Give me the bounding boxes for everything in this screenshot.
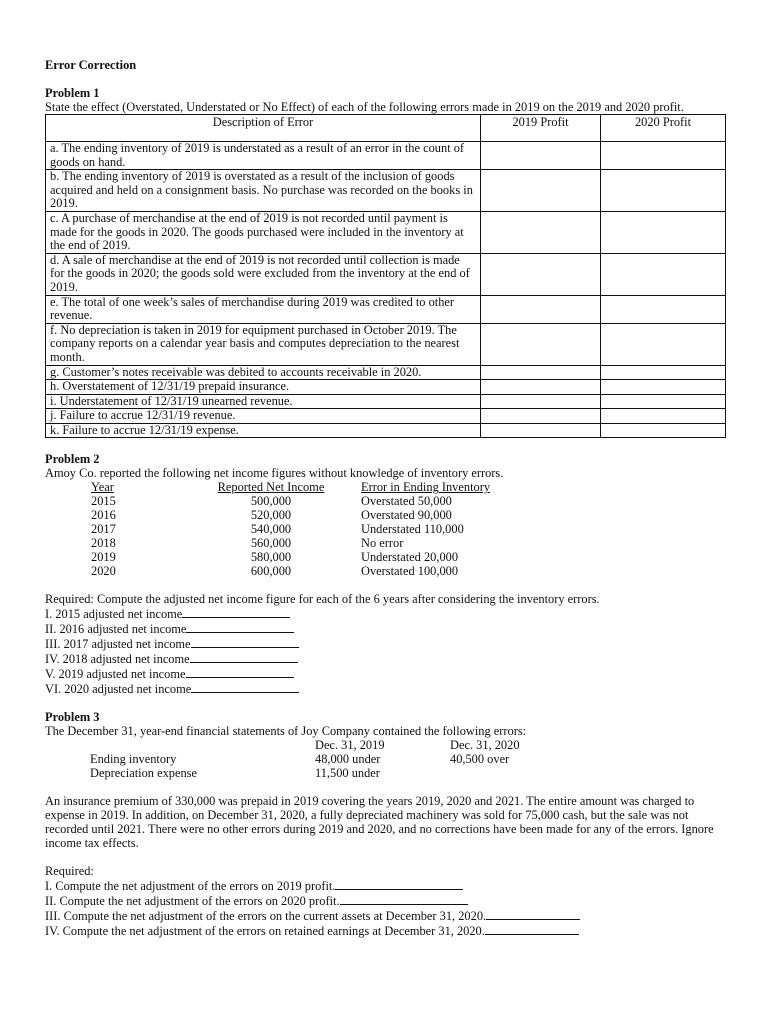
table-row	[46, 380, 726, 395]
problem3-required: Required:	[45, 864, 94, 879]
answer-cell-2019[interactable]	[481, 142, 601, 170]
answer-cell-2020[interactable]	[601, 170, 726, 212]
problem2-answer-item: II. 2016 adjusted net income	[45, 621, 725, 636]
error-cell: Overstated 50,000	[361, 494, 452, 509]
error-description: e. The total of one week’s sales of merchandise during 2019 was credited to other revenue.	[46, 295, 481, 323]
table-row	[46, 170, 726, 212]
problem2-answer-item: I. 2015 adjusted net income	[45, 606, 725, 621]
answer-cell-2019[interactable]	[481, 409, 601, 424]
answer-cell-2020[interactable]	[601, 423, 726, 438]
problem3-answer-item: III. Compute the net adjustment of the errors on the current assets at December 31, 2020.	[45, 908, 725, 923]
answer-cell-2019[interactable]	[481, 394, 601, 409]
table-row	[46, 142, 726, 170]
col-dec-2020: Dec. 31, 2020	[450, 738, 520, 753]
col-dec-2019: Dec. 31, 2019	[315, 738, 385, 753]
error-cell: Overstated 100,000	[361, 564, 459, 579]
answer-blank[interactable]	[182, 606, 290, 618]
table-row	[91, 508, 725, 522]
problem2-heading: Problem 2	[45, 452, 100, 467]
error-description: d. A sale of merchandise at the end of 2019 is not recorded until collection is made for the goods in 2020; the goods sold were excluded from the inventory at the end of 2019.	[46, 253, 481, 295]
answer-blank[interactable]	[186, 621, 294, 633]
answer-cell-2019[interactable]	[481, 423, 601, 438]
problem2-answer-item: V. 2019 adjusted net income	[45, 666, 725, 681]
table-row	[46, 394, 726, 409]
table-row	[91, 550, 725, 564]
answer-blank[interactable]	[191, 681, 299, 693]
error-description: b. The ending inventory of 2019 is overstated as a result of the inclusion of goods acquired and held on a consignment basis. No purchase was recorded on the books in 2019.	[46, 170, 481, 212]
value-2020: 40,500 over	[450, 752, 510, 767]
error-cell: Understated 20,000	[361, 550, 459, 565]
answer-blank[interactable]	[335, 878, 463, 890]
table-row	[91, 522, 725, 536]
income-cell: 560,000	[250, 536, 292, 551]
table-row	[46, 253, 726, 295]
worksheet-page	[45, 58, 725, 938]
answer-cell-2020[interactable]	[601, 211, 726, 253]
value-2019: 48,000 under	[315, 752, 381, 767]
answer-cell-2020[interactable]	[601, 380, 726, 395]
year-cell: 2017	[91, 522, 116, 537]
year-cell: 2016	[91, 508, 116, 523]
error-description: f. No depreciation is taken in 2019 for equipment purchased in October 2019. The company reports on a calendar year basis and computes depreciation to the nearest month.	[46, 323, 481, 365]
problem3-answer-item: I. Compute the net adjustment of the errors on 2019 profit.	[45, 878, 725, 893]
problem2-answer-item: VI. 2020 adjusted net income	[45, 681, 725, 696]
error-description: a. The ending inventory of 2019 is understated as a result of an error in the count of goods on hand.	[46, 142, 481, 170]
problem3-answer-item: II. Compute the net adjustment of the errors on 2020 profit.	[45, 893, 725, 908]
answer-cell-2020[interactable]	[601, 323, 726, 365]
error-table	[45, 114, 726, 438]
error-description: j. Failure to accrue 12/31/19 revenue.	[46, 409, 481, 424]
year-cell: 2018	[91, 536, 116, 551]
answer-blank[interactable]	[186, 666, 294, 678]
table-row	[45, 766, 725, 780]
error-table-header	[46, 115, 726, 142]
answer-blank[interactable]	[191, 636, 299, 648]
table-row	[91, 564, 725, 578]
value-2019: 11,500 under	[315, 766, 380, 781]
problem2-answer-item: IV. 2018 adjusted net income	[45, 651, 725, 666]
answer-cell-2020[interactable]	[601, 295, 726, 323]
year-cell: 2015	[91, 494, 116, 509]
income-cell: 580,000	[250, 550, 292, 565]
header-2020-profit: 2020 Profit	[601, 115, 726, 142]
value-2020	[405, 766, 600, 780]
answer-cell-2019[interactable]	[481, 365, 601, 380]
col-inventory-error: Error in Ending Inventory	[361, 480, 491, 495]
error-cell: No error	[361, 536, 404, 551]
answer-cell-2020[interactable]	[601, 394, 726, 409]
table-row	[46, 211, 726, 253]
error-label: Depreciation expense	[90, 766, 197, 781]
problem3-paragraph: An insurance premium of 330,000 was prepaid in 2019 covering the years 2019, 2020 and 2021. The entire amount was charged to expense in 2019. In addition, on December 31, 2020, a fully depreciated machinery was sold for 75,000 cash, but the sale was not recorded until 2021. There were no other errors during 2019 and 2020, and no corrections have been made for any of the errors. Ignore income tax effects.	[45, 794, 714, 851]
answer-cell-2020[interactable]	[601, 142, 726, 170]
error-cell: Overstated 90,000	[361, 508, 452, 523]
table-row	[45, 752, 725, 766]
answer-cell-2019[interactable]	[481, 211, 601, 253]
error-label: Ending inventory	[90, 752, 177, 767]
answer-cell-2019[interactable]	[481, 253, 601, 295]
col-reported-income: Reported Net Income	[217, 480, 325, 495]
table-row	[91, 536, 725, 550]
col-year: Year	[91, 480, 114, 495]
problem1-heading: Problem 1	[45, 86, 100, 100]
errors-header	[45, 738, 725, 752]
income-cell: 600,000	[250, 564, 292, 579]
error-description: h. Overstatement of 12/31/19 prepaid insurance.	[46, 380, 481, 395]
table-row	[91, 494, 725, 508]
year-cell: 2020	[91, 564, 116, 579]
answer-cell-2019[interactable]	[481, 380, 601, 395]
answer-blank[interactable]	[190, 651, 298, 663]
table-row	[46, 295, 726, 323]
problem3-intro: The December 31, year-end financial statements of Joy Company contained the following errors:	[45, 724, 527, 739]
net-income-table	[91, 480, 725, 578]
answer-cell-2019[interactable]	[481, 170, 601, 212]
problem2-required: Required: Compute the adjusted net income figure for each of the 6 years after considering the inventory errors.	[45, 592, 600, 607]
table-row	[46, 423, 726, 438]
page-title: Error Correction	[45, 58, 137, 72]
answer-cell-2019[interactable]	[481, 295, 601, 323]
problem1-instruction: State the effect (Overstated, Understated or No Effect) of each of the following errors made in 2019 on the 2019 and 2020 profit.	[45, 100, 684, 114]
answer-cell-2020[interactable]	[601, 409, 726, 424]
table-row	[46, 409, 726, 424]
table-row	[46, 365, 726, 380]
answer-cell-2020[interactable]	[601, 365, 726, 380]
answer-blank[interactable]	[485, 923, 579, 935]
header-description: Description of Error	[46, 115, 481, 142]
error-description: c. A purchase of merchandise at the end of 2019 is not recorded until payment is made for the goods in 2020. The goods purchased were included in the inventory at the end of 2019.	[46, 211, 481, 253]
error-description: g. Customer’s notes receivable was debited to accounts receivable in 2020.	[46, 365, 481, 380]
answer-blank[interactable]	[486, 908, 580, 920]
header-2019-profit: 2019 Profit	[481, 115, 601, 142]
answer-cell-2019[interactable]	[481, 323, 601, 365]
error-description: i. Understatement of 12/31/19 unearned revenue.	[46, 394, 481, 409]
error-description: k. Failure to accrue 12/31/19 expense.	[46, 423, 481, 438]
income-cell: 500,000	[250, 494, 292, 509]
problem2-intro: Amoy Co. reported the following net income figures without knowledge of inventory errors.	[45, 466, 504, 481]
year-cell: 2019	[91, 550, 116, 565]
error-cell: Understated 110,000	[361, 522, 464, 537]
problem3-heading: Problem 3	[45, 710, 100, 725]
problem3-answer-item: IV. Compute the net adjustment of the errors on retained earnings at December 31, 2020.	[45, 923, 725, 938]
answer-cell-2020[interactable]	[601, 253, 726, 295]
income-cell: 540,000	[250, 522, 292, 537]
net-income-header	[91, 480, 725, 494]
answer-blank[interactable]	[340, 893, 468, 905]
problem2-answer-item: III. 2017 adjusted net income	[45, 636, 725, 651]
table-row	[46, 323, 726, 365]
income-cell: 520,000	[250, 508, 292, 523]
